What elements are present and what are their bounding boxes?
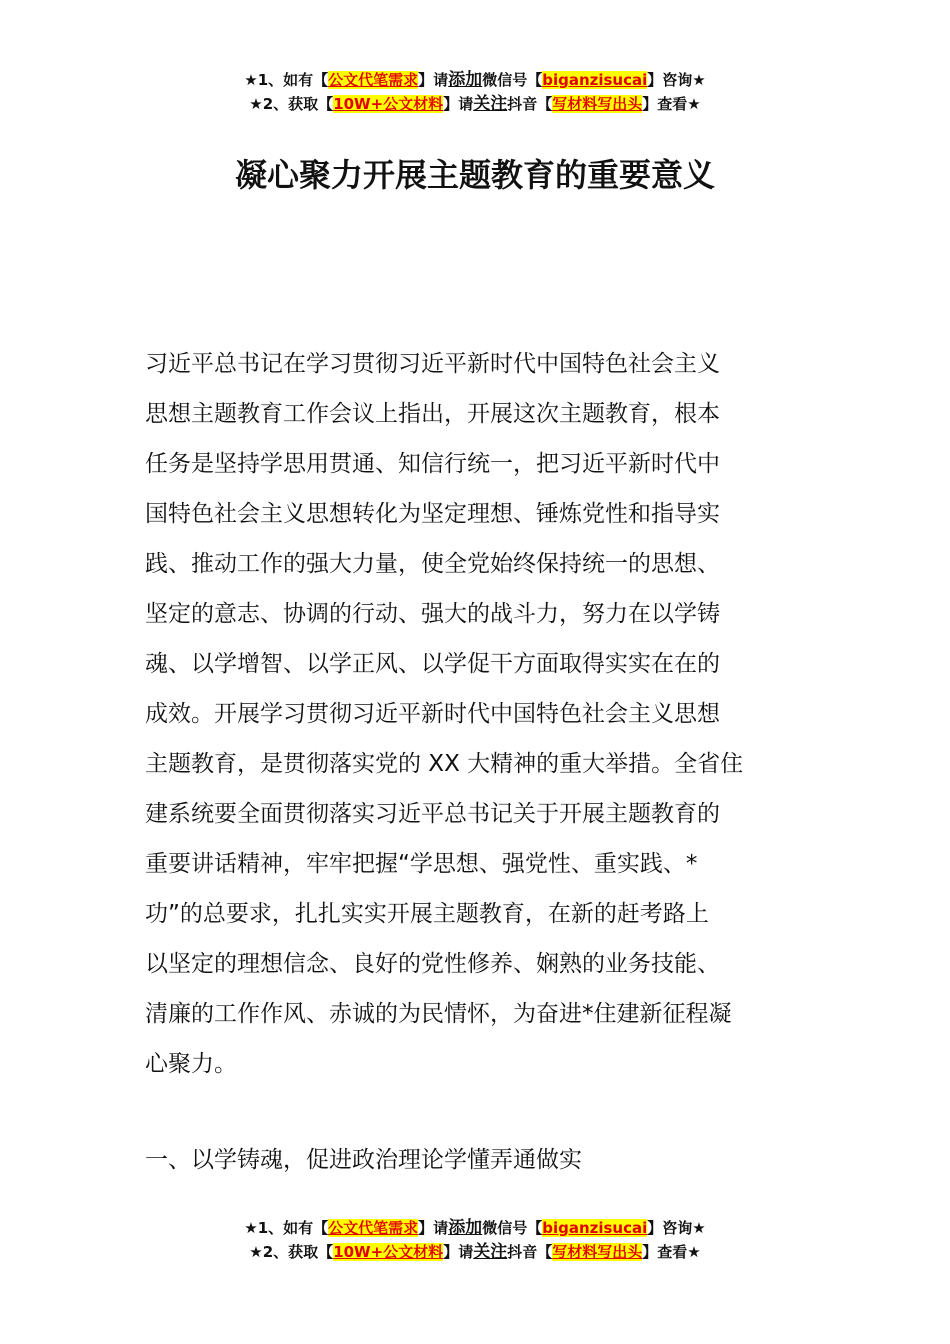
paragraph-line: 以坚定的理想信念、良好的党性修养、娴熟的业务技能、 xyxy=(145,951,720,977)
banner-text: 抖音【 xyxy=(507,95,553,113)
banner-highlight: 公文代笔需求 xyxy=(328,1219,419,1237)
banner-highlight: biganzisucai xyxy=(542,1219,648,1237)
banner-text: 】请 xyxy=(418,71,449,89)
banner-line-1 xyxy=(0,1216,950,1240)
banner-emphasis: 关注 xyxy=(473,94,508,114)
paragraph-line: 成效。开展学习贯彻习近平新时代中国特色社会主义思想 xyxy=(145,701,720,727)
banner-text: ★2、获取【 xyxy=(249,95,334,113)
banner-line-1 xyxy=(0,68,950,92)
banner-line-2 xyxy=(0,1240,950,1264)
banner-highlight: 写材料写出头 xyxy=(552,1243,643,1261)
banner-highlight: 公文代笔需求 xyxy=(328,71,419,89)
banner-highlight: 写材料写出头 xyxy=(552,95,643,113)
banner-text: 抖音【 xyxy=(507,1243,553,1261)
banner-text: ★1、如有【 xyxy=(244,1219,329,1237)
banner-text: ★2、获取【 xyxy=(249,1243,334,1261)
paragraph-line: 国特色社会主义思想转化为坚定理想、锤炼党性和指导实 xyxy=(145,501,720,527)
paragraph-line: 主题教育，是贯彻落实党的 XX 大精神的重大举措。全省住 xyxy=(145,751,744,777)
banner-text: 】咨询★ xyxy=(647,71,706,89)
paragraph-line: 思想主题教育工作会议上指出，开展这次主题教育，根本 xyxy=(145,401,720,427)
banner-text: 】请 xyxy=(418,1219,449,1237)
banner-text: 微信号【 xyxy=(482,71,543,89)
banner-text: 】咨询★ xyxy=(647,1219,706,1237)
paragraph-line: 重要讲话精神，牢牢把握“学思想、强党性、重实践、* xyxy=(145,851,698,877)
section-heading: 一、以学铸魂，促进政治理论学懂弄通做实 xyxy=(145,1147,582,1173)
banner-highlight: 10W+公文材料 xyxy=(333,95,444,113)
paragraph-line: 心聚力。 xyxy=(145,1051,237,1077)
banner-emphasis: 添加 xyxy=(448,70,483,90)
paragraph-line: 坚定的意志、协调的行动、强大的战斗力，努力在以学铸 xyxy=(145,601,720,627)
paragraph-line: 任务是坚持学思用贯通、知信行统一，把习近平新时代中 xyxy=(145,451,720,477)
paragraph-line: 习近平总书记在学习贯彻习近平新时代中国特色社会主义 xyxy=(145,351,720,377)
footer-banner xyxy=(0,1216,950,1264)
banner-line-2 xyxy=(0,92,950,116)
document-title: 凝心聚力开展主题教育的重要意义 xyxy=(234,156,715,194)
banner-text: 】查看★ xyxy=(642,95,701,113)
banner-text: 微信号【 xyxy=(482,1219,543,1237)
banner-highlight: 10W+公文材料 xyxy=(333,1243,444,1261)
banner-text: 】请 xyxy=(443,1243,474,1261)
banner-text: ★1、如有【 xyxy=(244,71,329,89)
banner-emphasis: 关注 xyxy=(473,1242,508,1262)
paragraph-line: 建系统要全面贯彻落实习近平总书记关于开展主题教育的 xyxy=(145,801,720,827)
banner-emphasis: 添加 xyxy=(448,1218,483,1238)
banner-highlight: biganzisucai xyxy=(542,71,648,89)
banner-text: 】请 xyxy=(443,95,474,113)
paragraph-line: 清廉的工作作风、赤诚的为民情怀，为奋进*住建新征程凝 xyxy=(145,1001,732,1027)
paragraph-line: 功”的总要求，扎扎实实开展主题教育，在新的赶考路上 xyxy=(145,901,709,927)
body-paragraph xyxy=(145,339,807,1089)
paragraph-line: 践、推动工作的强大力量，使全党始终保持统一的思想、 xyxy=(145,551,720,577)
banner-text: 】查看★ xyxy=(642,1243,701,1261)
header-banner xyxy=(0,68,950,116)
paragraph-line: 魂、以学增智、以学正风、以学促干方面取得实实在在的 xyxy=(145,651,720,677)
